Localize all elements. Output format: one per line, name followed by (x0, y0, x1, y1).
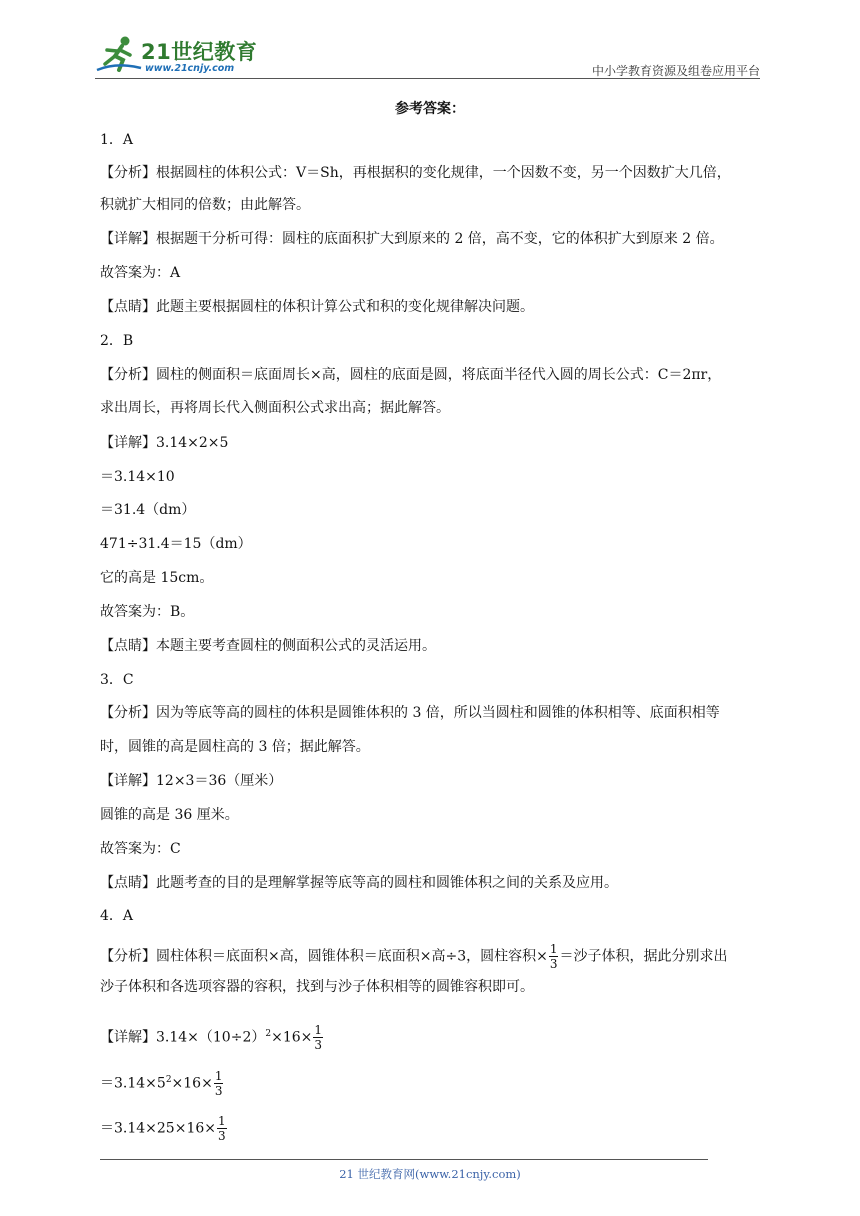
fraction: $\frac{1}{3}$ (214, 1069, 223, 1098)
fraction: $\frac{1}{3}$ (218, 1114, 226, 1143)
header-divider (95, 78, 760, 79)
answer-3-detail: 【详解】12×3＝36（厘米） (100, 773, 283, 789)
answer-1-comment: 【点睛】此题主要根据圆柱的体积计算公式和积的变化规律解决问题。 (100, 299, 534, 315)
logo-url: www.21cnjy.com (145, 63, 235, 74)
answer-4-detail: 【详解】$3.14\times(10\div 2)^2\times 16\times$ $\frac{1}{3}$ (100, 1023, 323, 1052)
answer-2-step-1: ＝3.14×10 (100, 469, 175, 485)
answer-2-comment: 【点睛】本题主要考查圆柱的侧面积公式的灵活运用。 (100, 638, 436, 654)
platform-name: 中小学教育资源及组卷应用平台 (591, 64, 760, 78)
answer-1-label: 1．A (100, 132, 134, 148)
page-footer: 21 世纪教育网(www.21cnjy.com) (339, 1167, 521, 1181)
answer-3-result: 故答案为：C (100, 841, 181, 857)
answer-1-result: 故答案为：A (100, 265, 181, 281)
fraction: $\frac{1}{3}$ (549, 942, 558, 971)
answer-3-analysis: 【分析】因为等底等高的圆柱的体积是圆锥体积的 3 倍，所以当圆柱和圆锥的体积相等、底面积相等 (100, 705, 720, 721)
answer-2-label: 2．B (100, 333, 134, 349)
answer-2-step-2: ＝31.4（dm） (100, 502, 196, 518)
answer-2-conclusion: 它的高是 15cm。 (100, 570, 214, 586)
answer-3-analysis-cont: 时，圆锥的高是圆柱高的 3 倍；据此解答。 (100, 739, 370, 755)
answer-1-analysis-cont: 积就扩大相同的倍数；由此解答。 (100, 197, 310, 213)
answer-4-label: 4．A (100, 908, 134, 924)
page-title: 参考答案： (395, 101, 465, 117)
answer-4-analysis-cont: 沙子体积和各选项容器的容积，找到与沙子体积相等的圆锥容积即可。 (100, 979, 534, 995)
runner-logo-icon (95, 34, 143, 76)
logo (95, 34, 260, 76)
answer-2-analysis-cont: 求出周长，再将周长代入侧面积公式求出高；据此解答。 (100, 400, 450, 416)
answer-1-analysis: 【分析】根据圆柱的体积公式：V＝Sh，再根据积的变化规律，一个因数不变，另一个因数扩大几倍， (100, 165, 731, 181)
footer-divider (100, 1159, 708, 1160)
answer-2-detail: 【详解】3.14×2×5 (100, 435, 229, 451)
answer-3-conclusion: 圆锥的高是 36 厘米。 (100, 807, 239, 823)
page-header (95, 30, 760, 80)
answer-3-comment: 【点睛】此题考查的目的是理解掌握等底等高的圆柱和圆锥体积之间的关系及应用。 (100, 875, 618, 891)
answer-2-step-3: 471÷31.4＝15（dm） (100, 536, 252, 552)
answer-4-step-2: ＝3.14×25×16× $\frac{1}{3}$ (100, 1114, 226, 1143)
answer-4-analysis: 【分析】圆柱体积＝底面积×高，圆锥体积＝底面积×高÷3，圆柱容积× $\frac{1}{3}$ ＝沙子体积，据此分别求出 (100, 942, 728, 971)
answer-1-detail: 【详解】根据题干分析可得：圆柱的底面积扩大到原来的 2 倍，高不变，它的体积扩大到原来 2 倍。 (100, 231, 724, 247)
answer-3-label: 3．C (100, 672, 134, 688)
fraction: $\frac{1}{3}$ (314, 1023, 323, 1052)
answer-4-step-1: $=3.14\times 5^2\times 16\times$ $\frac{1}{3}$ (100, 1069, 223, 1098)
answer-2-result: 故答案为：B。 (100, 604, 195, 620)
answer-2-analysis: 【分析】圆柱的侧面积＝底面周长×高，圆柱的底面是圆，将底面半径代入圆的周长公式：C＝2πr， (100, 367, 722, 383)
logo-text: 21世纪教育 (141, 40, 258, 64)
